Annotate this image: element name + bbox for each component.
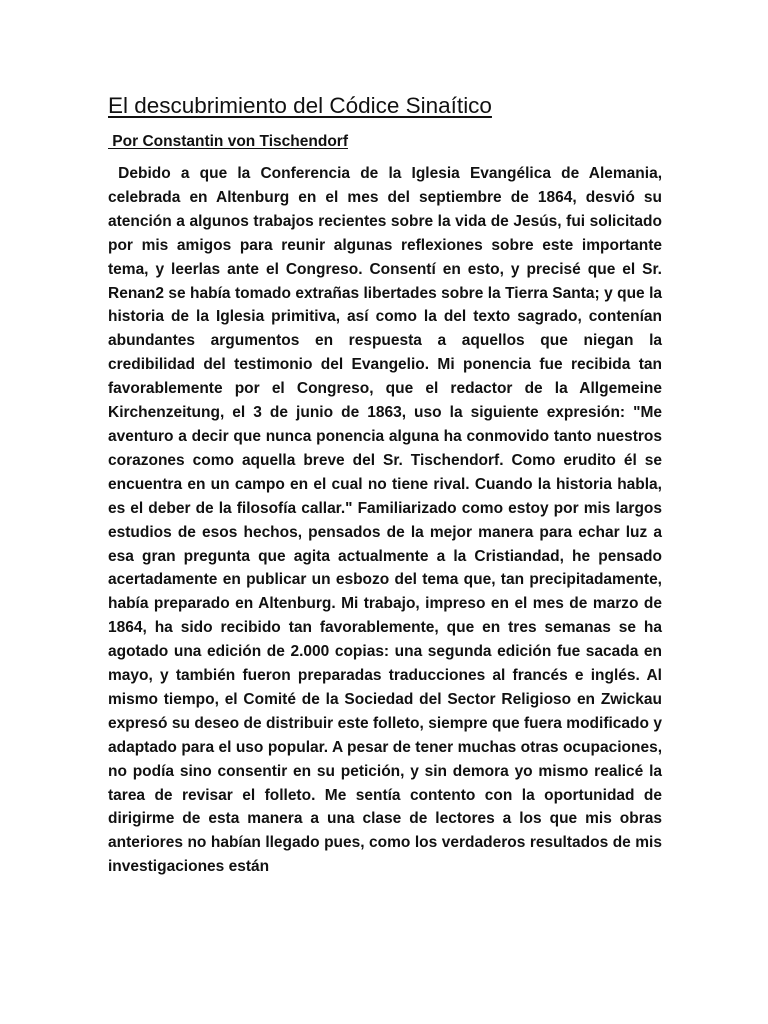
- document-body-paragraph: Debido a que la Conferencia de la Iglesia Evangélica de Alemania, celebrada en Altenburg en el mes del septiembre de 1864, desvió su atención a algunos trabajos recientes sobre la vida de Jesús, fui solicitado por mis amigos para reunir algunas reflexiones sobre este importante tema, y leerlas ante el Congreso. Consentí en esto, y precisé que el Sr. Renan2 se había tomado extrañas libertades sobre la Tierra Santa; y que la historia de la Iglesia primitiva, así como la del texto sagrado, contenían abundantes argumentos en respuesta a aquellos que niegan la credibilidad del testimonio del Evangelio. Mi ponencia fue recibida tan favorablemente por el Congreso, que el redactor de la Allgemeine Kirchenzeitung, el 3 de junio de 1863, uso la siguiente expresión: "Me aventuro a decir que nunca ponencia alguna ha conmovido tanto nuestros corazones como aquella breve del Sr. Tischendorf. Como erudito él se encuentra en un campo en el cual no tiene rival. Cuando la historia habla, es el deber de la filosofía callar." Familiarizado como estoy por mis largos estudios de esos hechos, pensados de la mejor manera para echar luz a esa gran pregunta que agita actualmente a la Cristiandad, he pensado acertadamente en publicar un esbozo del tema que, tan precipitadamente, había preparado en Altenburg. Mi trabajo, impreso en el mes de marzo de 1864, ha sido recibido tan favorablemente, que en tres semanas se ha agotado una edición de 2.000 copias: una segunda edición fue sacada en mayo, y también fueron preparadas traducciones al francés e inglés. Al mismo tiempo, el Comité de la Sociedad del Sector Religioso en Zwickau expresó su deseo de distribuir este folleto, siempre que fuera modificado y adaptado para el uso popular. A pesar de tener muchas otras ocupaciones, no podía sino consentir en su petición, y sin demora yo mismo realicé la tarea de revisar el folleto. Me sentía contento con la oportunidad de dirigirme de esta manera a una clase de lectores a los que mis obras anteriores no habían llegado pues, como los verdaderos resultados de mis investigaciones están: [108, 165, 667, 876]
- document-author: Por Constantin von Tischendorf: [108, 133, 348, 150]
- document-title: El descubrimiento del Códice Sinaítico: [108, 93, 492, 118]
- document-page: [108, 88, 667, 879]
